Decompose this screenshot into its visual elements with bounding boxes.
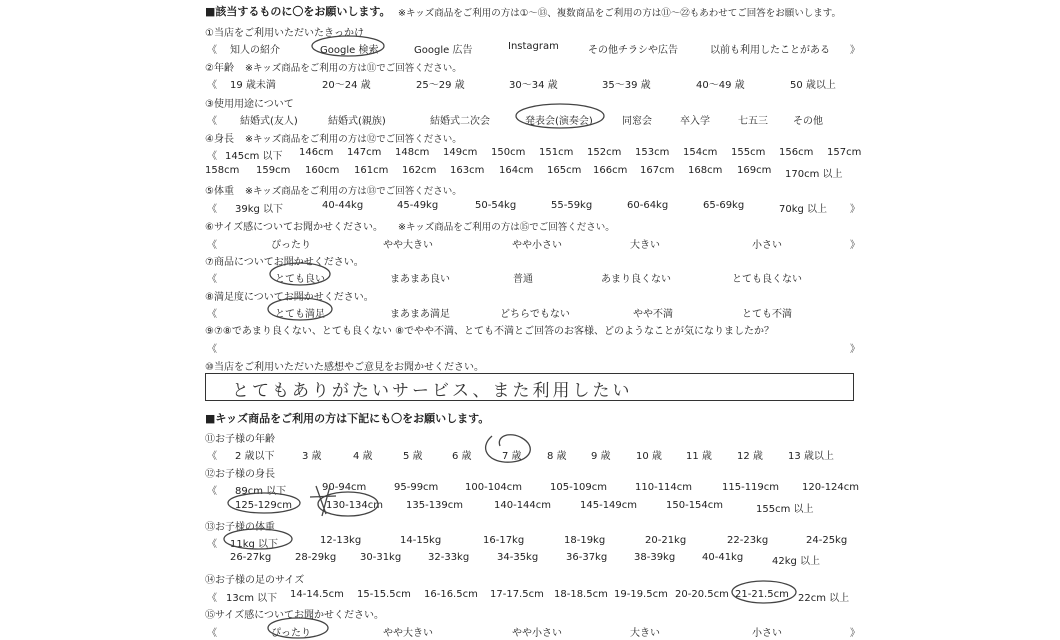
q8-option[interactable]: まあまあ満足 (390, 309, 450, 320)
q13-option[interactable]: 32-33kg (428, 552, 470, 563)
q2-option[interactable]: 40〜49 歳 (696, 80, 745, 91)
q13-option[interactable]: 34-35kg (497, 552, 539, 563)
bracket-open: 《 (207, 116, 217, 127)
q4-option[interactable]: 160cm (305, 165, 340, 176)
q12-option[interactable]: 145-149cm (580, 500, 638, 511)
q7-option[interactable]: あまり良くない (601, 274, 671, 285)
q15-label: ⑮サイズ感についてお聞かせください。 (205, 610, 384, 621)
q4-option[interactable]: 145cm 以下 (225, 151, 283, 162)
q14-option[interactable]: 14-14.5cm (290, 589, 344, 600)
q11-option[interactable]: 12 歳 (737, 451, 763, 462)
q4-option[interactable]: 149cm (443, 147, 478, 158)
q13-option[interactable]: 20-21kg (645, 535, 687, 546)
q4-option[interactable]: 159cm (256, 165, 291, 176)
q14-option[interactable]: 19-19.5cm (614, 589, 668, 600)
q3-option[interactable]: 同窓会 (622, 116, 652, 127)
q1-option[interactable]: Instagram (508, 41, 559, 52)
q3-option[interactable]: その他 (793, 116, 823, 127)
q1-option[interactable]: その他チラシや広告 (588, 45, 678, 56)
q2-option[interactable]: 25〜29 歳 (416, 80, 465, 91)
q10-label: ⑩当店をご利用いただいた感想やご意見をお聞かせください。 (205, 362, 484, 373)
q8-label: ⑧満足度についてお聞かせください。 (205, 292, 374, 303)
q5-option[interactable]: 55-59kg (551, 200, 593, 211)
q14-option[interactable]: 13cm 以下 (226, 593, 278, 604)
q4-option[interactable]: 161cm (354, 165, 389, 176)
q2-note: ※キッズ商品をご利用の方は⑪でご回答ください。 (245, 63, 462, 74)
bracket-open: 《 (207, 240, 217, 251)
q8-option[interactable]: とても不満 (742, 309, 792, 320)
q15-option[interactable]: ぴったり (271, 628, 311, 639)
bracket-open: 《 (207, 486, 217, 497)
q1-label: ①当店をご利用いただいたきっかけ (205, 28, 364, 39)
q13-option[interactable]: 22-23kg (727, 535, 769, 546)
q7-option[interactable]: とても良くない (732, 274, 802, 285)
q3-option[interactable]: 卒入学 (680, 116, 710, 127)
q12-option[interactable]: 105-109cm (550, 482, 608, 493)
q12-option[interactable]: 100-104cm (465, 482, 523, 493)
q14-option[interactable]: 18-18.5cm (554, 589, 608, 600)
q4-option[interactable]: 147cm (347, 147, 382, 158)
q11-option[interactable]: 11 歳 (686, 451, 712, 462)
q14-option[interactable]: 15-15.5cm (357, 589, 411, 600)
bracket-open: 《 (207, 45, 217, 56)
bracket-close: 》 (850, 45, 860, 56)
q6-option[interactable]: 小さい (752, 240, 782, 251)
q4-option[interactable]: 146cm (299, 147, 334, 158)
q4-option[interactable]: 162cm (402, 165, 437, 176)
q11-option[interactable]: 2 歳以下 (235, 451, 275, 462)
q12-option[interactable]: 95-99cm (394, 482, 439, 493)
q4-option[interactable]: 170cm 以上 (785, 169, 843, 180)
q13-option[interactable]: 30-31kg (360, 552, 402, 563)
q4-option[interactable]: 155cm (731, 147, 766, 158)
q12-option[interactable]: 140-144cm (494, 500, 552, 511)
q6-option[interactable]: 大きい (630, 240, 660, 251)
kids-section-title: ■キッズ商品をご利用の方は下記にも〇をお願いします。 (205, 412, 490, 425)
q11-option[interactable]: 8 歳 (547, 451, 567, 462)
q13-option[interactable]: 18-19kg (564, 535, 606, 546)
q12-option[interactable]: 155cm 以上 (756, 504, 814, 515)
q3-option[interactable]: 結婚式(親族) (328, 116, 386, 127)
q4-option[interactable]: 156cm (779, 147, 814, 158)
q4-note: ※キッズ商品をご利用の方は⑫でご回答ください。 (245, 134, 462, 145)
q4-option[interactable]: 157cm (827, 147, 862, 158)
q9-label: ⑨⑦⑧であまり良くない、とても良くない ⑧でやや不満、とても不満とご回答のお客様、どのようなことが気になりましたか？ (205, 326, 775, 337)
q2-option[interactable]: 50 歳以上 (790, 80, 836, 91)
q8-option[interactable]: どちらでもない (500, 309, 570, 320)
q4-option[interactable]: 154cm (683, 147, 718, 158)
q15-option[interactable]: やや小さい (512, 628, 562, 639)
bracket-open: 《 (207, 593, 217, 604)
q4-option[interactable]: 150cm (491, 147, 526, 158)
q6-note: ※キッズ商品をご利用の方は⑮でご回答ください。 (398, 222, 615, 233)
q4-option[interactable]: 158cm (205, 165, 240, 176)
survey-title: ■該当するものに〇をお願いします。 (205, 5, 391, 18)
q12-option[interactable]: 125-129cm (235, 500, 293, 511)
q2-label: ②年齢 (205, 63, 234, 74)
q4-option[interactable]: 165cm (547, 165, 582, 176)
q4-option[interactable]: 164cm (499, 165, 534, 176)
q12-option[interactable]: 135-139cm (406, 500, 464, 511)
q3-option[interactable]: 結婚式(友人) (240, 116, 298, 127)
q2-option[interactable]: 19 歳未満 (230, 80, 276, 91)
q11-option[interactable]: 10 歳 (636, 451, 662, 462)
q13-label: ⑬お子様の体重 (205, 522, 275, 533)
q13-option[interactable]: 16-17kg (483, 535, 525, 546)
q3-option[interactable]: 結婚式二次会 (430, 116, 490, 127)
q6-option[interactable]: やや大きい (383, 240, 433, 251)
bracket-close: 》 (850, 344, 860, 355)
q8-option[interactable]: とても満足 (275, 309, 325, 320)
q7-label: ⑦商品についてお聞かせください。 (205, 257, 364, 268)
q13-option[interactable]: 42kg 以上 (772, 556, 821, 567)
q3-option[interactable]: 七五三 (738, 116, 768, 127)
q5-option[interactable]: 45-49kg (397, 200, 439, 211)
q13-option[interactable]: 38-39kg (634, 552, 676, 563)
q5-option[interactable]: 60-64kg (627, 200, 669, 211)
bracket-open: 《 (207, 628, 217, 639)
q3-label: ③使用用途について (205, 99, 294, 110)
q14-option[interactable]: 17-17.5cm (490, 589, 544, 600)
q1-option[interactable]: 以前も利用したことがある (710, 45, 830, 56)
q11-option[interactable]: 3 歳 (302, 451, 322, 462)
q4-option[interactable]: 153cm (635, 147, 670, 158)
q12-option[interactable]: 115-119cm (722, 482, 780, 493)
q11-option[interactable]: 6 歳 (452, 451, 472, 462)
q11-option[interactable]: 7 歳 (502, 451, 522, 462)
q5-option[interactable]: 65-69kg (703, 200, 745, 211)
q14-label: ⑭お子様の足のサイズ (205, 575, 305, 586)
q11-option[interactable]: 9 歳 (591, 451, 611, 462)
q5-option[interactable]: 39kg 以下 (235, 204, 284, 215)
q15-option[interactable]: 大きい (630, 628, 660, 639)
q4-option[interactable]: 169cm (737, 165, 772, 176)
q12-option[interactable]: 130-134cm (326, 500, 384, 511)
bracket-open: 《 (207, 539, 217, 550)
bracket-open: 《 (207, 151, 217, 162)
survey-note: ※キッズ商品をご利用の方は①〜⑬、複数商品をご利用の方は⑪〜㉒もあわせてご回答をお願いします。 (398, 8, 842, 19)
q4-option[interactable]: 148cm (395, 147, 430, 158)
q12-option[interactable]: 90-94cm (322, 482, 367, 493)
q4-option[interactable]: 167cm (640, 165, 675, 176)
q5-option[interactable]: 70kg 以上 (779, 204, 828, 215)
q2-option[interactable]: 35〜39 歳 (602, 80, 651, 91)
bracket-close: 》 (850, 240, 860, 251)
q3-option[interactable]: 発表会(演奏会) (525, 116, 593, 127)
q4-label: ④身長 (205, 134, 234, 145)
bracket-open: 《 (207, 274, 217, 285)
q15-option[interactable]: やや大きい (383, 628, 433, 639)
q8-option[interactable]: やや不満 (633, 309, 673, 320)
q4-option[interactable]: 166cm (593, 165, 628, 176)
q13-option[interactable]: 36-37kg (566, 552, 608, 563)
q1-option[interactable]: Google 広告 (414, 45, 473, 56)
q4-option[interactable]: 151cm (539, 147, 574, 158)
q12-option[interactable]: 110-114cm (635, 482, 693, 493)
q12-option[interactable]: 150-154cm (666, 500, 724, 511)
q5-label: ⑤体重 (205, 186, 234, 197)
q12-option[interactable]: 120-124cm (802, 482, 860, 493)
q2-option[interactable]: 20〜24 歳 (322, 80, 371, 91)
q6-option[interactable]: やや小さい (512, 240, 562, 251)
q1-option[interactable]: Google 検索 (320, 45, 379, 56)
q12-option[interactable]: 89cm 以下 (235, 486, 287, 497)
q6-label: ⑥サイズ感についてお聞かせください。 (205, 222, 383, 233)
q13-option[interactable]: 11kg 以下 (230, 539, 279, 550)
q14-option[interactable]: 22cm 以上 (798, 593, 850, 604)
q7-option[interactable]: 普通 (513, 274, 533, 285)
q13-option[interactable]: 24-25kg (806, 535, 848, 546)
q4-option[interactable]: 163cm (450, 165, 485, 176)
handwritten-comment: とてもありがたいサービス、また利用したい (232, 381, 633, 401)
q14-option[interactable]: 20-20.5cm (675, 589, 729, 600)
q7-option[interactable]: まあまあ良い (390, 274, 450, 285)
q13-option[interactable]: 14-15kg (400, 535, 442, 546)
bracket-open: 《 (207, 309, 217, 320)
q7-option[interactable]: とても良い (275, 274, 325, 285)
q6-option[interactable]: ぴったり (271, 240, 311, 251)
q13-option[interactable]: 40-41kg (702, 552, 744, 563)
q12-label: ⑫お子様の身長 (205, 469, 275, 480)
q11-option[interactable]: 5 歳 (403, 451, 423, 462)
bracket-open: 《 (207, 451, 217, 462)
q15-option[interactable]: 小さい (752, 628, 782, 639)
q4-option[interactable]: 152cm (587, 147, 622, 158)
bracket-close: 》 (850, 204, 860, 215)
q13-option[interactable]: 28-29kg (295, 552, 337, 563)
q13-option[interactable]: 26-27kg (230, 552, 272, 563)
q14-option[interactable]: 16-16.5cm (424, 589, 478, 600)
q11-option[interactable]: 13 歳以上 (788, 451, 834, 462)
q11-option[interactable]: 4 歳 (353, 451, 373, 462)
bracket-open: 《 (207, 204, 217, 215)
bracket-open: 《 (207, 80, 217, 91)
bracket-close: 》 (850, 628, 860, 639)
bracket-open: 《 (207, 344, 217, 355)
q4-option[interactable]: 168cm (688, 165, 723, 176)
q14-option[interactable]: 21-21.5cm (735, 589, 789, 600)
q5-option[interactable]: 50-54kg (475, 200, 517, 211)
q5-note: ※キッズ商品をご利用の方は⑬でご回答ください。 (245, 186, 462, 197)
q13-option[interactable]: 12-13kg (320, 535, 362, 546)
q11-label: ⑪お子様の年齢 (205, 434, 275, 445)
q1-option[interactable]: 知人の紹介 (230, 45, 280, 56)
q5-option[interactable]: 40-44kg (322, 200, 364, 211)
q2-option[interactable]: 30〜34 歳 (509, 80, 558, 91)
